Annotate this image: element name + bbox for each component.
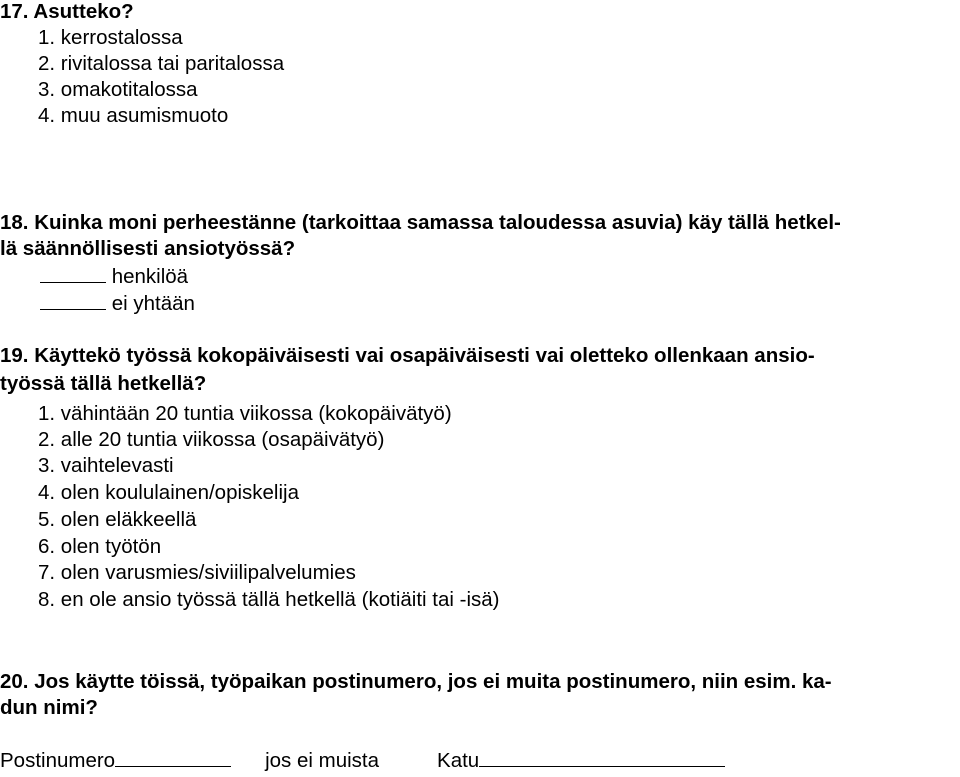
question-19-option-3: 3. vaihtelevasti — [38, 454, 174, 477]
question-18-heading-line-2: lä säännöllisesti ansiotyössä? — [0, 237, 296, 260]
question-17-option-2: 2. rivitalossa tai paritalossa — [38, 52, 285, 75]
question-19-option-7: 7. olen varusmies/siviilipalvelumies — [38, 561, 356, 584]
ei-yhtaan-blank[interactable] — [40, 291, 106, 310]
henkiloa-blank[interactable] — [40, 264, 106, 283]
question-19-heading-line-2: työssä tällä hetkellä? — [0, 372, 207, 395]
katu-label: Katu — [437, 749, 480, 772]
postinumero-label: Postinumero — [0, 749, 116, 772]
question-17-option-4: 4. muu asumismuoto — [38, 104, 229, 127]
question-20-heading-line-2: dun nimi? — [0, 696, 98, 719]
jos-ei-muista-label: jos ei muista — [265, 749, 380, 772]
question-17-option-1: 1. kerrostalossa — [38, 26, 183, 49]
question-18-henkiloa-row — [40, 264, 188, 290]
henkiloa-label: henkilöä — [111, 265, 189, 288]
question-19-option-8: 8. en ole ansio työssä tällä hetkellä (kotiäiti tai -isä) — [38, 588, 500, 611]
question-18-ei-yhtaan-row — [40, 291, 195, 317]
question-19-option-1: 1. vähintään 20 tuntia viikossa (kokopäivätyö) — [38, 402, 452, 425]
question-19-option-4: 4. olen koululainen/opiskelija — [38, 481, 299, 504]
question-19-option-6: 6. olen työtön — [38, 535, 162, 558]
question-19-heading-line-1: 19. Käyttekö työssä kokopäiväisesti vai osapäiväisesti vai oletteko ollenkaan ansio- — [0, 344, 815, 367]
question-19-option-2: 2. alle 20 tuntia viikossa (osapäivätyö) — [38, 428, 385, 451]
katu-field[interactable] — [479, 748, 725, 767]
question-20-fields-row — [0, 748, 725, 774]
question-17-option-3: 3. omakotitalossa — [38, 78, 198, 101]
ei-yhtaan-label: ei yhtään — [111, 292, 195, 315]
postinumero-field[interactable] — [115, 748, 231, 767]
question-19-option-5: 5. olen eläkkeellä — [38, 508, 197, 531]
question-17-heading: 17. Asutteko? — [0, 0, 134, 23]
question-18-heading-line-1: 18. Kuinka moni perheestänne (tarkoittaa samassa taloudessa asuvia) käy tällä hetkel- — [0, 211, 841, 234]
question-20-heading-line-1: 20. Jos käytte töissä, työpaikan postinumero, jos ei muita postinumero, niin esim. ka- — [0, 670, 832, 693]
